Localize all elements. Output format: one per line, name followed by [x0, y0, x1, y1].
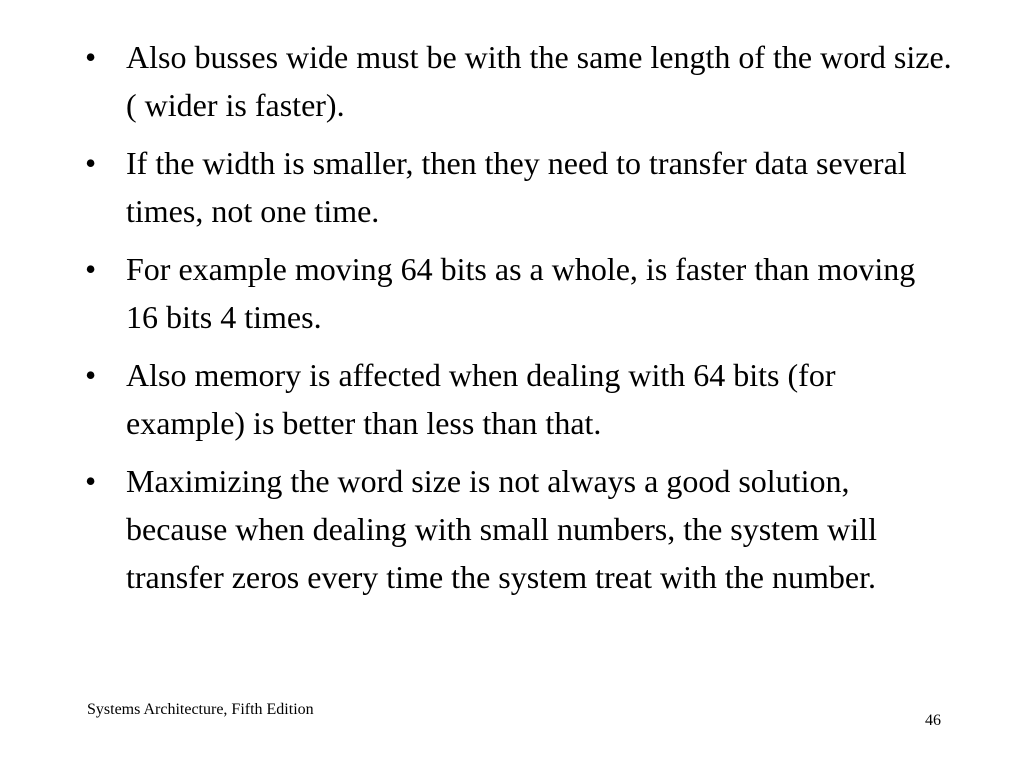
bullet-text: Maximizing the word size is not always a good solution, because when dealing with small numbers, the system will transfer zeros every time the system treat with the number.: [126, 463, 877, 595]
bullet-text: If the width is smaller, then they need to transfer data several times, not one time.: [126, 145, 907, 229]
bullet-item: [85, 33, 955, 129]
bullet-item: [85, 351, 955, 447]
bullet-marker: •: [85, 39, 97, 75]
bullet-text: For example moving 64 bits as a whole, is faster than moving 16 bits 4 times.: [126, 251, 916, 335]
bullet-marker: •: [85, 251, 97, 287]
bullet-marker: •: [85, 357, 97, 393]
bullet-item: [85, 245, 955, 341]
page-number: 46: [925, 712, 941, 729]
bullet-item: [85, 139, 955, 235]
bullet-marker: •: [85, 463, 97, 499]
bullet-text: Also memory is affected when dealing with 64 bits (for example) is better than less than that.: [126, 357, 836, 441]
bullet-marker: •: [85, 145, 97, 181]
footer-book-title: Systems Architecture, Fifth Edition: [87, 701, 314, 718]
bullet-list: [85, 33, 955, 611]
bullet-text: Also busses wide must be with the same length of the word size.( wider is faster).: [126, 39, 952, 123]
bullet-item: [85, 457, 955, 601]
